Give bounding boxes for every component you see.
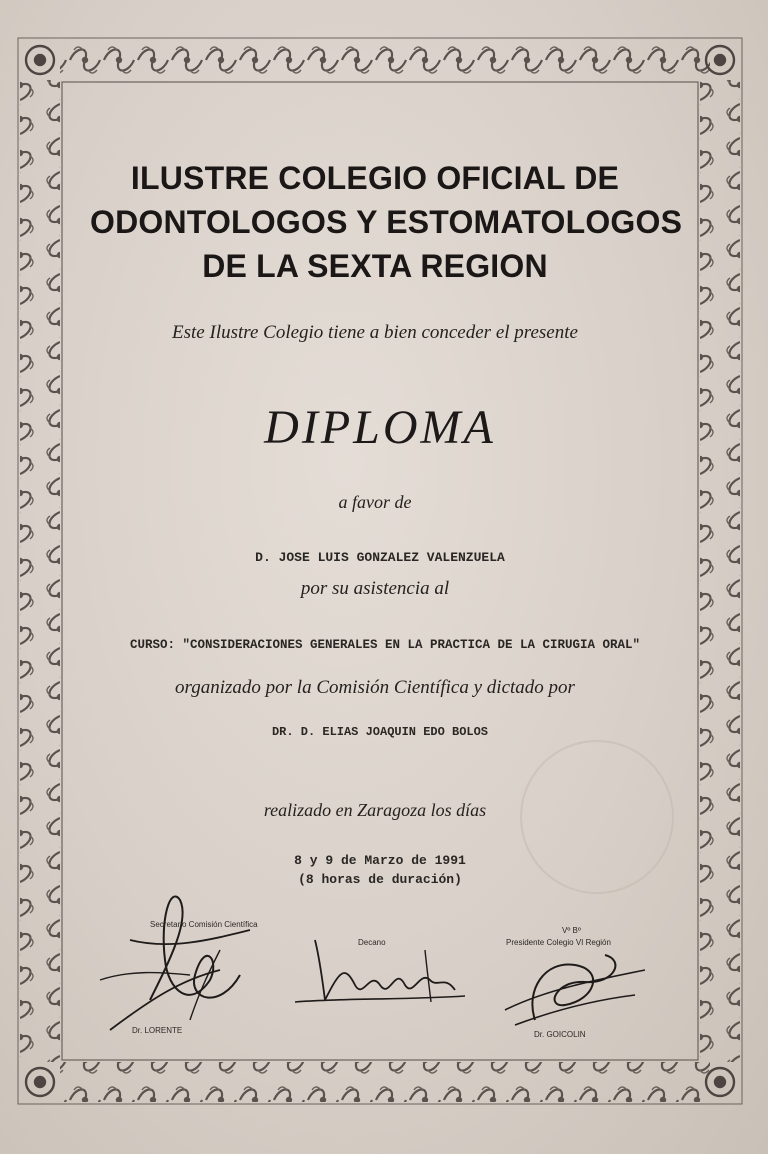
middle-signature xyxy=(285,930,475,1020)
recipient-name: D. JOSE LUIS GONZALEZ VALENZUELA xyxy=(255,550,505,565)
left-signatory-name: Dr. LORENTE xyxy=(132,1026,183,1035)
attendance-text: por su asistencia al xyxy=(300,578,450,599)
intro-text: Este Ilustre Colegio tiene a bien conceder el presente xyxy=(172,322,578,343)
diploma-title: DIPLOMA xyxy=(264,401,496,454)
lecturer-name: DR. D. ELIAS JOAQUIN EDO BOLOS xyxy=(271,725,489,739)
location-text: realizado en Zaragoza los días xyxy=(263,800,487,820)
institution-line-1: ILUSTRE COLEGIO OFICIAL DE xyxy=(130,160,620,196)
right-signature xyxy=(485,940,655,1040)
organized-text: organizado por la Comisión Científica y dictado por xyxy=(175,677,575,698)
middle-signatory-role: Decano xyxy=(358,938,386,947)
course-duration: (8 horas de duración) xyxy=(298,872,462,887)
course-title: CURSO: "CONSIDERACIONES GENERALES EN LA PRACTICA DE LA CIRUGIA ORAL" xyxy=(129,638,641,652)
right-signatory-vb: Vº Bº xyxy=(562,926,581,935)
institution-heading xyxy=(90,156,683,288)
left-signature xyxy=(70,880,270,1050)
institution-line-2: ODONTOLOGOS Y ESTOMATOLOGOS xyxy=(90,204,683,240)
left-signatory-role: Secretario Comisión Científica xyxy=(150,920,258,929)
right-signatory-role: Presidente Colegio VI Región xyxy=(506,938,611,947)
course-dates: 8 y 9 de Marzo de 1991 xyxy=(294,853,466,868)
favor-text: a favor de xyxy=(338,492,412,512)
institution-line-3: DE LA SEXTA REGION xyxy=(202,248,548,284)
right-signatory-name: Dr. GOICOLIN xyxy=(534,1030,586,1039)
